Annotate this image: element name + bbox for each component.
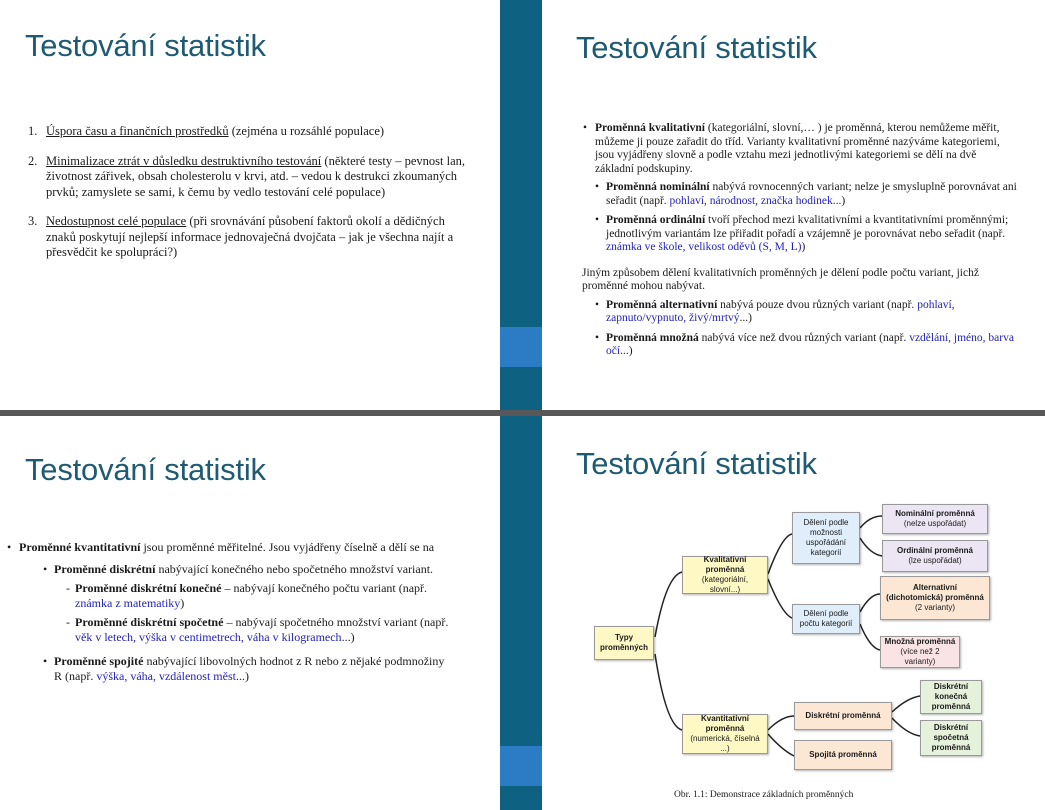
list-item: • Proměnná nominální nabývá rovnocenných variant; nelze je smysluplně porovnávat ani seřadit (např. pohlaví, národnost, značka hodinek...) <box>595 181 1017 207</box>
list-item: • Proměnné kvantitativní jsou proměnné měřitelné. Jsou vyjádřeny číselně a dělí se na • Proměnné diskrétní nabývající konečného nebo spočetného množství variant. - Proměnné diskrétní konečné – nabývají konečného počtu variant (např. známka z matematiky) - Proměnné diskrétní spočetné – nabývají spočetného množství variant (např. věk v letech, výška v centimetrech, váha v kilogramech...) • Proměnné spojité nabývající libovolných hodnot z R nebo z nějaké podmnožiny R (např. výška, váha, vzdálenost měst...) <box>6 540 454 684</box>
list-item: 1. Úspora času a finančních prostředků (zejména u rozsáhlé populace) <box>28 124 385 138</box>
node-nominal: Nominální proměnná (nelze uspořádat) <box>882 504 988 534</box>
node-ordinal: Ordinální proměnná (lze uspořádat) <box>882 540 988 572</box>
sidebar-accent <box>500 746 542 786</box>
list-item: • Proměnné diskrétní nabývající konečného nebo spočetného množství variant. - Proměnné diskrétní konečné – nabývají konečného počtu variant (např. známka z matematiky) - Proměnné diskrétní spočetné – nabývají spočetného množství variant (např. věk v letech, výška v centimetrech, váha v kilogramech...) <box>43 562 454 645</box>
slide-title: Testování statistik <box>576 30 817 65</box>
list-item: • Proměnná ordinální tvoří přechod mezi kvalitativními a kvantitativními proměnnými; jednotlivým variantám lze přiřadit pořadí a vzájemně je porovnávat nebo seřadit (např. známka ve škole, velikost oděvů (S, M, L)) <box>595 214 1009 253</box>
node-division-by-count: Dělení podle počtu kategorií <box>792 604 860 634</box>
slide-title: Testování statistik <box>576 446 817 481</box>
node-multiple: Množná proměnná (více než 2 varianty) <box>880 636 960 668</box>
sidebar-bottom <box>500 416 542 810</box>
node-variable-types: Typy proměnných <box>594 626 654 660</box>
node-qualitative: Kvalitativní proměnná (kategoriální, slovní...) <box>682 556 768 594</box>
slide-body <box>582 122 1018 365</box>
figure-caption: Obr. 1.1: Demonstrace základních proměnných <box>674 790 854 800</box>
list-item: 3. Nedostupnost celé populace (při srovnávání působení faktorů okolí a dědičných znaků poskytují nejlepší informace jednovaječná dvojčata – jak je všechna najít a přesvědčit ke spolupráci?) <box>28 214 454 259</box>
slide-2[interactable] <box>542 0 1045 410</box>
node-continuous: Spojitá proměnná <box>794 740 892 770</box>
slide-body <box>28 124 468 275</box>
list-item: • Proměnná kvalitativní (kategoriální, slovní,… ) je proměnná, kterou nemůžeme měřit, můžeme ji pouze zařadit do tříd. Varianty kvalitativní proměnné nazýváme kategoriemi, jsou vyjádřeny slovně a podle vztahu mezi jednotlivými kategoriemi se dělí na dvě základní podskupiny. • Proměnná nominální nabývá rovnocenných variant; nelze je smysluplně porovnávat ani seřadit (např. pohlaví, národnost, značka hodinek...) • Proměnná ordinální tvoří přechod mezi kvalitativními a kvantitativními proměnnými; jednotlivým variantám lze přiřadit pořadí a vzájemně je porovnávat nebo seřadit (např. známka ve škole, velikost oděvů (S, M, L)) <box>583 122 1017 253</box>
paragraph: Jiným způsobem dělení kvalitativních proměnných je dělení podle počtu variant, jichž proměnné mohou nabývat. <box>582 266 979 292</box>
node-division-by-order: Dělení podle možnosti uspořádání kategorií <box>792 512 860 564</box>
node-discrete: Diskrétní proměnná <box>794 702 892 730</box>
sidebar-top <box>500 0 542 410</box>
slide-title: Testování statistik <box>25 28 266 63</box>
node-discrete-countable: Diskrétní spočetná proměnná <box>920 720 982 756</box>
slide-title: Testování statistik <box>25 452 266 487</box>
list-item: • Proměnná množná nabývá více než dvou různých variant (např. vzdělání, jméno, barva očí...) <box>595 331 1014 357</box>
sidebar-accent <box>500 327 542 367</box>
slide-4[interactable] <box>542 416 1045 810</box>
list-item: - Proměnné diskrétní spočetné – nabývají spočetného množství variant (např. věk v letech, výška v centimetrech, váha v kilogramech...) <box>66 615 449 644</box>
slide-3[interactable] <box>0 416 500 810</box>
node-discrete-finite: Diskrétní konečná proměnná <box>920 680 982 714</box>
list-item: • Proměnné spojité nabývající libovolných hodnot z R nebo z nějaké podmnožiny R (např. výška, váha, vzdálenost měst...) <box>43 654 445 683</box>
list-item: 2. Minimalizace ztrát v důsledku destruktivního testování (některé testy – pevnost lan, životnost zářivek, obsah cholesterolu v krvi, atd. – vedou k destrukci zkoumaných prvků; zamyslete se sami, k čemu by vedlo testování celé populace) <box>28 153 465 199</box>
slide-body <box>6 540 454 690</box>
node-quantitative: Kvantitativní proměnná (numerická, číselná ...) <box>682 714 768 754</box>
slide-1[interactable] <box>0 0 500 410</box>
node-alternative: Alternativní (dichotomická) proměnná (2 varianty) <box>880 576 990 620</box>
list-item: • Proměnná alternativní nabývá pouze dvou různých variant (např. pohlaví, zapnuto/vypnuto, živý/mrtvý...) <box>595 298 955 324</box>
list-item: - Proměnné diskrétní konečné – nabývají konečného počtu variant (např. známka z matematiky) <box>66 581 428 610</box>
